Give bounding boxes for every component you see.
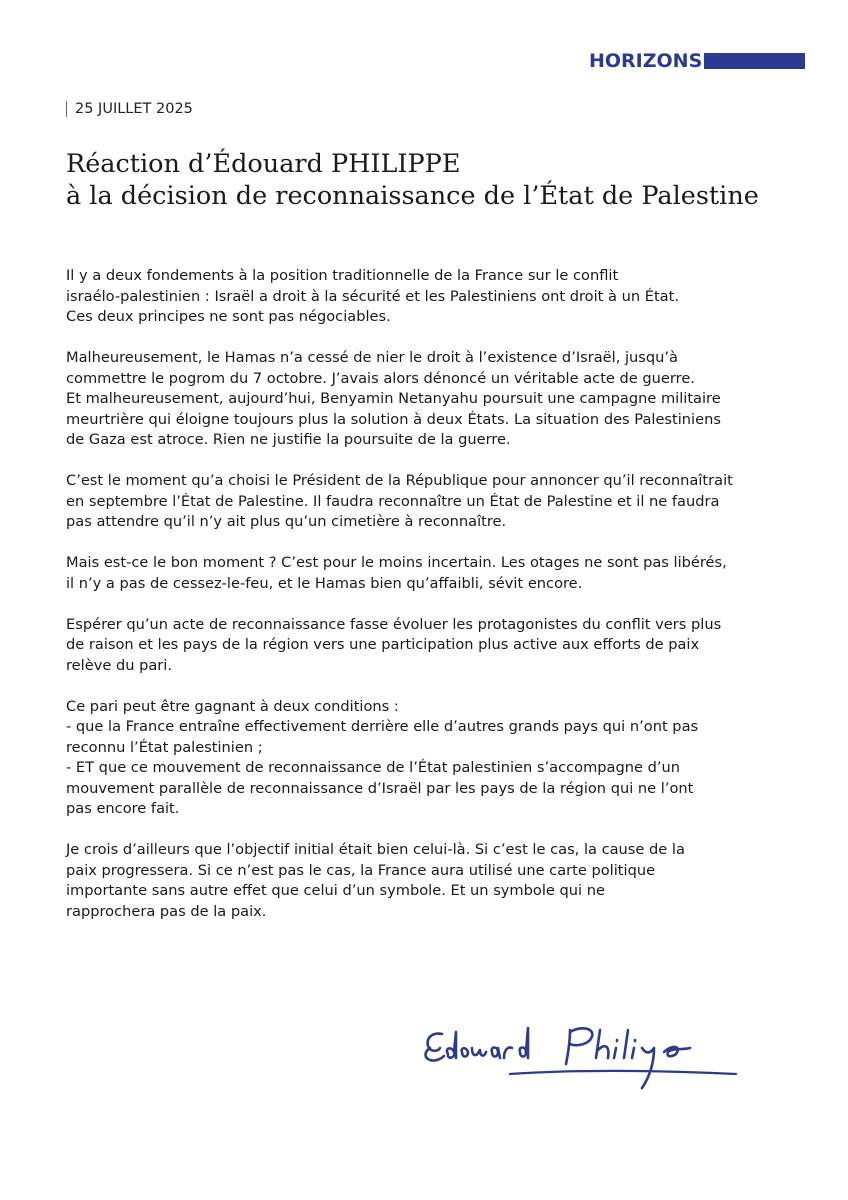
paragraph — [66, 553, 826, 594]
text-line: mouvement parallèle de reconnaissance d’Israël par les pays de la région qui ne l’ont — [66, 779, 694, 797]
text-line: Il y a deux fondements à la position traditionnelle de la France sur le conflit — [66, 267, 619, 284]
text-line: Je crois d’ailleurs que l’objectif initial était bien celui-là. Si c’est le cas, la cause de la — [66, 841, 685, 858]
text-line: rapprochera pas de la paix. — [66, 902, 267, 920]
logo-text: HORIZONS — [589, 50, 703, 72]
text-line: paix progressera. Si ce n’est pas le cas, la France aura utilisé une carte politique — [66, 861, 656, 879]
text-line: Malheureusement, le Hamas n’a cessé de nier le droit à l’existence d’Israël, jusqu’à — [66, 349, 678, 366]
page-title — [66, 148, 826, 212]
paragraph — [66, 615, 826, 677]
text-line: - ET que ce mouvement de reconnaissance de l’État palestinien s’accompagne d’un — [66, 759, 681, 776]
text-line: Ce pari peut être gagnant à deux conditions : — [66, 697, 399, 715]
text-line: Et malheureusement, aujourd’hui, Benyamin Netanyahu poursuit une campagne militaire — [66, 390, 721, 407]
text-line: de Gaza est atroce. Rien ne justifie la poursuite de la guerre. — [66, 431, 511, 448]
text-line: - que la France entraîne effectivement derrière elle d’autres grands pays qui n’ont pas — [66, 718, 699, 735]
text-line: pas attendre qu’il n’y ait plus qu’un cimetière à reconnaître. — [66, 513, 507, 530]
title-line-2: à la décision de reconnaissance de l’État de Palestine — [66, 181, 759, 211]
statement-body — [66, 266, 826, 943]
paragraph — [66, 840, 826, 922]
date-text: 25 JUILLET 2025 — [75, 101, 193, 117]
paragraph — [66, 266, 826, 328]
text-line: reconnu l’État palestinien ; — [66, 738, 263, 756]
date-divider — [66, 101, 67, 117]
text-line: israélo-palestinien : Israël a droit à la sécurité et les Palestiniens ont droit à un État. — [66, 287, 679, 305]
text-line: relève du pari. — [66, 656, 172, 674]
date-line — [66, 99, 193, 119]
logo-bar — [704, 53, 805, 69]
signature-image — [420, 1018, 740, 1108]
text-line: en septembre l’État de Palestine. Il faudra reconnaître un État de Palestine et il ne faudra — [66, 492, 720, 510]
text-line: de raison et les pays de la région vers une participation plus active aux efforts de paix — [66, 636, 700, 653]
signature — [420, 1018, 740, 1108]
text-line: Espérer qu’un acte de reconnaissance fasse évoluer les protagonistes du conflit vers plus — [66, 615, 722, 633]
text-line: meurtrière qui éloigne toujours plus la solution à deux États. La situation des Palestiniens — [66, 410, 721, 428]
horizons-logo — [589, 50, 805, 72]
text-line: pas encore fait. — [66, 800, 180, 817]
text-line: C’est le moment qu’a choisi le Président de la République pour annoncer qu’il reconnaîtrait — [66, 472, 733, 489]
paragraph — [66, 697, 826, 820]
text-line: importante sans autre effet que celui d’un symbole. Et un symbole qui ne — [66, 882, 605, 899]
paragraph — [66, 471, 826, 533]
text-line: commettre le pogrom du 7 octobre. J’avais alors dénoncé un véritable acte de guerre. — [66, 369, 695, 387]
paragraph — [66, 348, 826, 451]
text-line: Ces deux principes ne sont pas négociables. — [66, 308, 391, 325]
title-line-1: Réaction d’Édouard PHILIPPE — [66, 149, 461, 179]
text-line: il n’y a pas de cessez-le-feu, et le Hamas bien qu’affaibli, sévit encore. — [66, 574, 583, 592]
text-line: Mais est-ce le bon moment ? C’est pour le moins incertain. Les otages ne sont pas libérés, — [66, 554, 727, 571]
